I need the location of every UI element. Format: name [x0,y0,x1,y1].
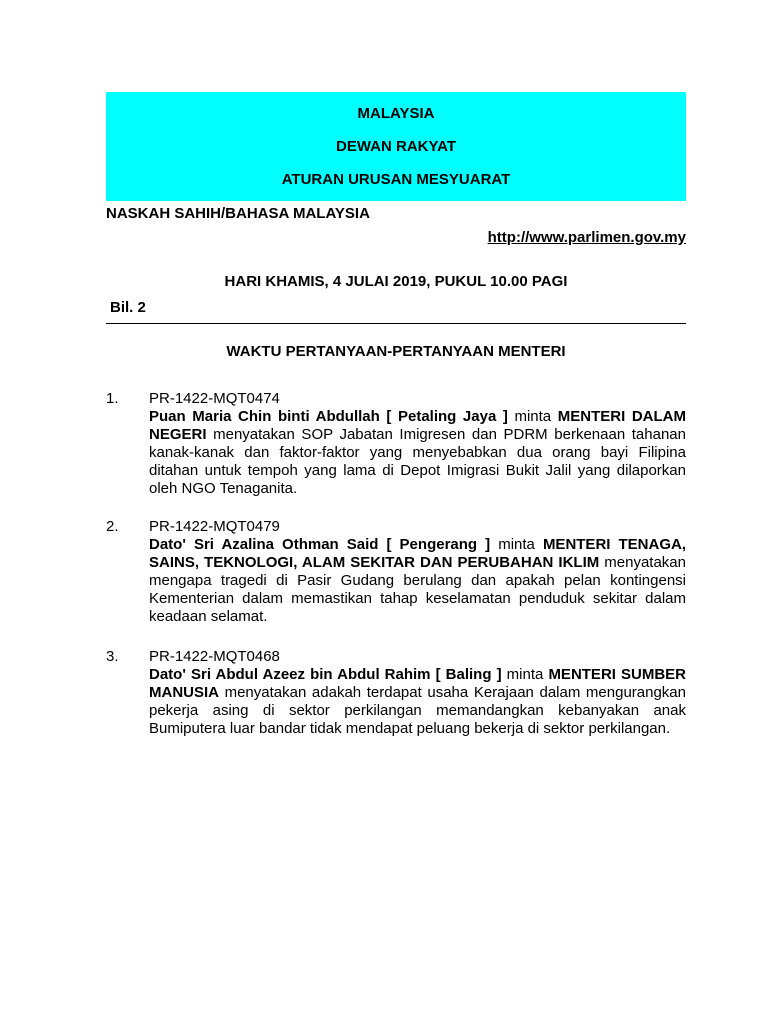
question-text: menyatakan adakah terdapat usaha Kerajaan dalam mengurangkan pekerja asing di sektor perkilangan memandangkan kebanyakan anak Bumiputera luar bandar tidak mendapat peluang bekerja di sektor perkilangan. [149,684,686,737]
sitting-date: HARI KHAMIS, 4 JULAI 2019, PUKUL 10.00 PAGI [224,273,568,290]
question-code: PR-1422-MQT0479 [149,518,280,535]
question-verb: minta [501,666,549,683]
question-number: 1. [106,390,119,407]
question-body [149,536,686,626]
question-asker: Dato' Sri Azalina Othman Said [ Pengerang ] [149,536,491,553]
header-country: MALAYSIA [357,105,435,122]
header-house: DEWAN RAKYAT [335,138,456,155]
question-asker: Dato' Sri Abdul Azeez bin Abdul Rahim [ Baling ] [149,666,502,683]
question-minister: MENTERI SUMBER MANUSIA [149,666,687,701]
copy-label: NASKAH SAHIH/BAHASA MALAYSIA [106,205,370,222]
question-verb: minta [507,408,558,425]
question-minister: MENTERI DALAM NEGERI [149,408,686,443]
website-link[interactable]: http://www.parlimen.gov.my [487,229,686,246]
divider [106,323,686,324]
question-number: 2. [106,518,119,535]
question-text: menyatakan mengapa tragedi di Pasir Gudang berulang dan apakah pelan kontingensi Kementerian dalam memastikan tahap keselamatan penduduk sekitar dalam keadaan selamat. [149,554,686,625]
question-verb: minta [490,536,543,553]
question-minister: MENTERI TENAGA, SAINS, TEKNOLOGI, ALAM SEKITAR DAN PERUBAHAN IKLIM [149,536,686,571]
question-body [149,408,686,498]
header-banner [106,92,686,201]
question-body [149,666,686,738]
header-title: ATURAN URUSAN MESYUARAT [281,171,511,188]
question-number: 3. [106,648,119,665]
question-code: PR-1422-MQT0468 [149,648,280,665]
question-text: menyatakan SOP Jabatan Imigresen dan PDRM berkenaan tahanan kanak-kanak dan faktor-faktor yang menyebabkan dua orang bayi Filipina ditahan untuk tempoh yang lama di Depot Imigrasi Bukit Jalil yang dilaporkan oleh NGO Tenaganita. [149,426,686,497]
question-asker: Puan Maria Chin binti Abdullah [ Petaling Jaya ] [149,408,508,425]
section-title: WAKTU PERTANYAAN-PERTANYAAN MENTERI [226,343,566,360]
question-code: PR-1422-MQT0474 [149,390,280,407]
bil-number: Bil. 2 [110,299,146,316]
